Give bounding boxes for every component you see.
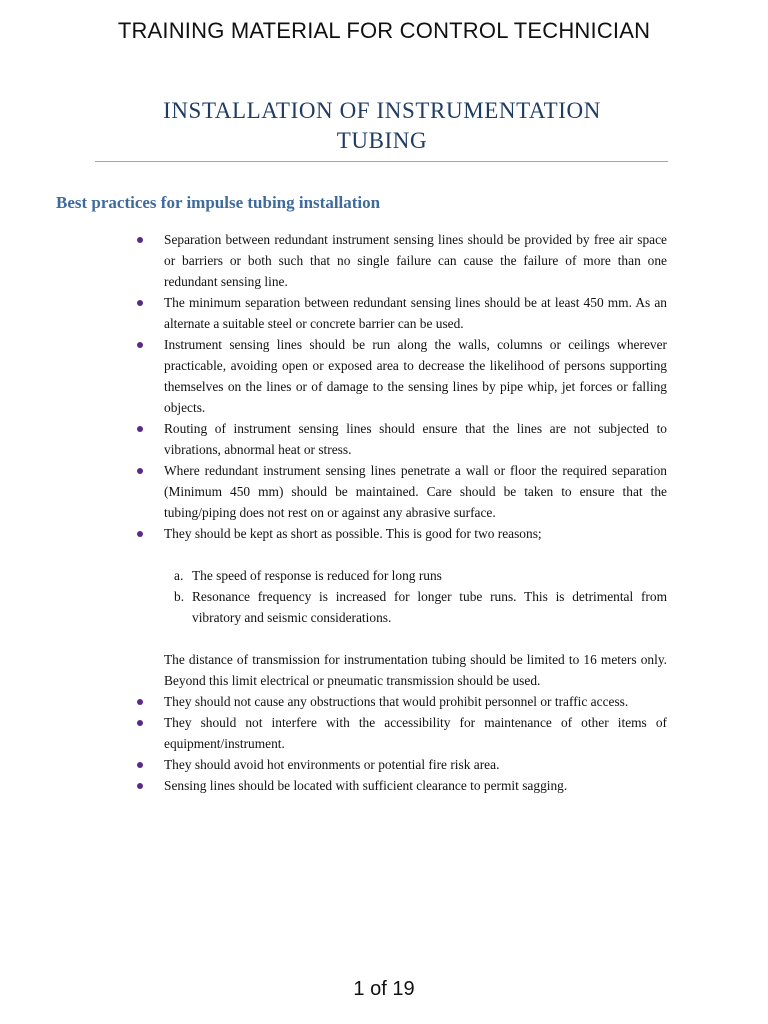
bullet-item bbox=[164, 523, 667, 544]
bullet-item bbox=[164, 418, 667, 460]
bullet-item bbox=[164, 334, 667, 418]
bullet-text: Separation between redundant instrument sensing lines should be provided by free air space or barriers or both such that no single failure can cause the failure of more than one redundant sensing line. bbox=[164, 232, 667, 289]
bullet-text: They should avoid hot environments or potential fire risk area. bbox=[164, 757, 500, 772]
bullet-text: They should be kept as short as possible. This is good for two reasons; bbox=[164, 526, 542, 541]
bullet-text: They should not interfere with the accessibility for maintenance of other items of equipment/instrument. bbox=[164, 715, 667, 751]
bullet-item bbox=[164, 229, 667, 292]
chapter-title-divider bbox=[95, 161, 668, 162]
bullet-item bbox=[164, 691, 667, 712]
bullet-dot-icon bbox=[137, 237, 143, 243]
reason-marker: b. bbox=[174, 589, 185, 604]
bullet-text: They should not cause any obstructions that would prohibit personnel or traffic access. bbox=[164, 694, 629, 709]
chapter-title bbox=[96, 96, 668, 156]
reason-marker: a. bbox=[174, 568, 184, 583]
bullet-item bbox=[164, 775, 667, 796]
bullet-item bbox=[164, 460, 667, 523]
bullet-list-bottom bbox=[0, 691, 768, 796]
bullet-list-top bbox=[0, 229, 768, 544]
bullet-text: Sensing lines should be located with sufficient clearance to permit sagging. bbox=[164, 778, 568, 793]
bullet-dot-icon bbox=[137, 426, 143, 432]
bullet-dot-icon bbox=[137, 783, 143, 789]
page-number: 1 of 19 bbox=[353, 978, 415, 1000]
document-body bbox=[0, 229, 768, 796]
bullet-text: Instrument sensing lines should be run along the walls, columns or ceilings wherever practicable, avoiding open or exposed area to decrease the likelihood of persons supporting themselves on the lines or of damage to the sensing lines by pipe whip, jet forces or falling objects. bbox=[164, 337, 667, 415]
bullet-text: The minimum separation between redundant sensing lines should be at least 450 mm. As an alternate a suitable steel or concrete barrier can be used. bbox=[164, 295, 667, 331]
bullet-dot-icon bbox=[137, 342, 143, 348]
bullet-dot-icon bbox=[137, 720, 143, 726]
bullet-item bbox=[164, 712, 667, 754]
transmission-distance-paragraph: The distance of transmission for instrumentation tubing should be limited to 16 meters only. Beyond this limit electrical or pneumatic transmission should be used. bbox=[164, 652, 667, 688]
section-heading: Best practices for impulse tubing installation bbox=[56, 193, 381, 212]
bullet-dot-icon bbox=[137, 468, 143, 474]
bullet-text: Where redundant instrument sensing lines penetrate a wall or floor the required separation (Minimum 450 mm) should be maintained. Care should be taken to ensure that the tubing/piping does not rest on or against any abrasive surface. bbox=[164, 463, 667, 520]
chapter-title-line-2: TUBING bbox=[336, 128, 428, 153]
reasons-list bbox=[0, 565, 768, 628]
chapter-title-line-1: INSTALLATION OF INSTRUMENTATION bbox=[163, 98, 601, 123]
bullet-text: Routing of instrument sensing lines should ensure that the lines are not subjected to vibrations, abnormal heat or stress. bbox=[164, 421, 667, 457]
reason-item bbox=[174, 565, 667, 586]
reason-text: Resonance frequency is increased for longer tube runs. This is detrimental from vibratory and seismic considerations. bbox=[192, 589, 667, 625]
reason-text: The speed of response is reduced for long runs bbox=[192, 568, 442, 583]
bullet-dot-icon bbox=[137, 531, 143, 537]
bullet-item bbox=[164, 754, 667, 775]
reason-item bbox=[174, 586, 667, 628]
document-header-title: TRAINING MATERIAL FOR CONTROL TECHNICIAN bbox=[117, 18, 651, 43]
bullet-dot-icon bbox=[137, 762, 143, 768]
bullet-dot-icon bbox=[137, 699, 143, 705]
bullet-dot-icon bbox=[137, 300, 143, 306]
bullet-item bbox=[164, 292, 667, 334]
